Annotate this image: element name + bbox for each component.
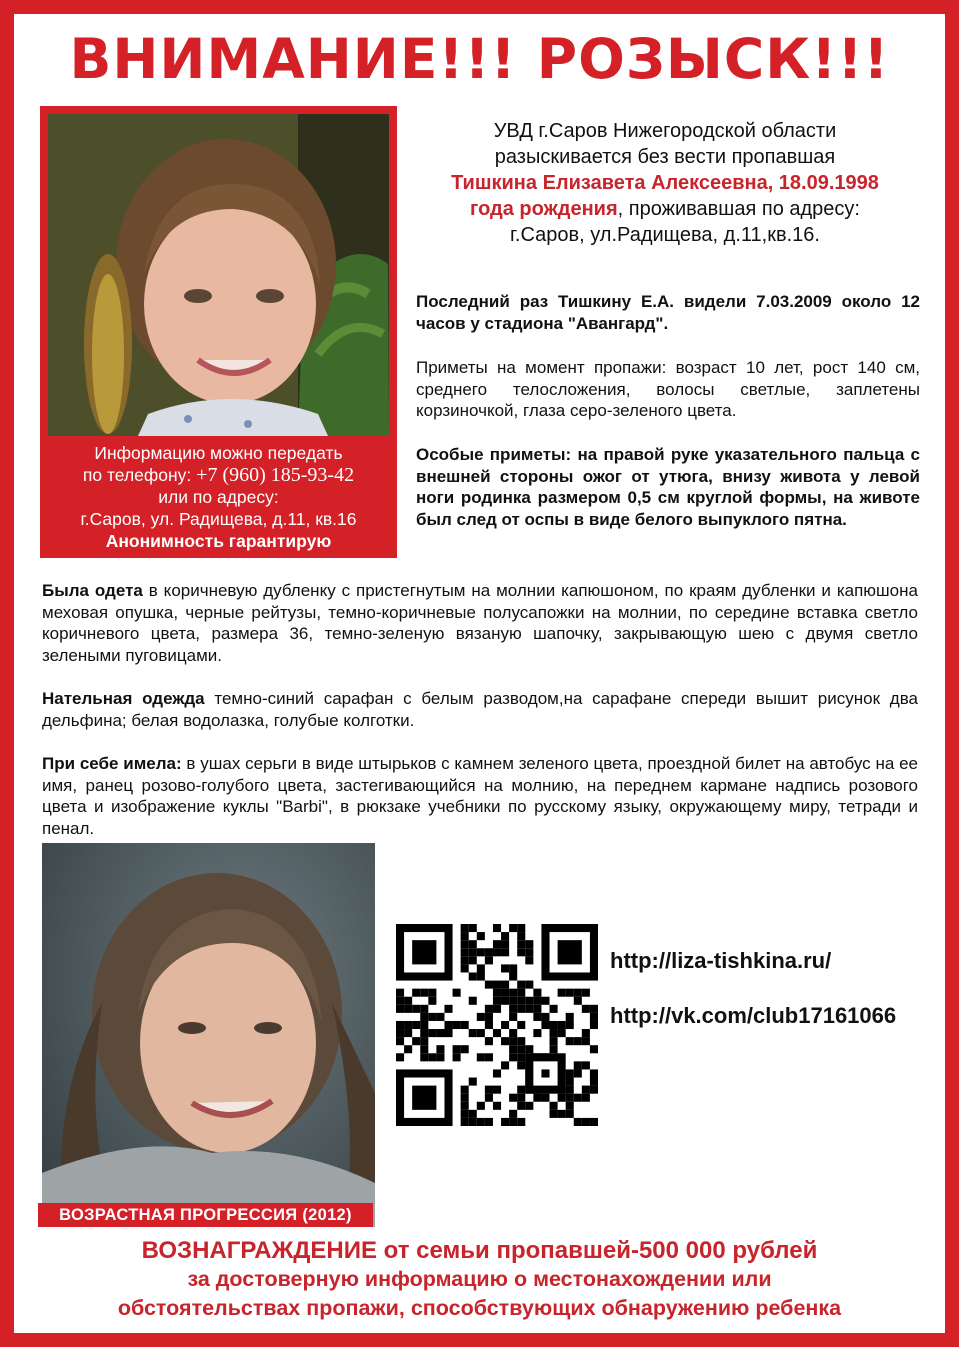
intro-agency: УВД г.Саров Нижегородской области — [493, 120, 837, 142]
belongings-label: При себе имела: — [42, 754, 182, 773]
reward-block — [22, 1236, 937, 1323]
anonymity-note: Анонимность гарантирую — [105, 531, 332, 551]
phone-number: +7 (960) 185-93-42 — [196, 464, 355, 486]
intro-block — [410, 118, 920, 248]
belongings-description: в ушах серьги в виде штырьков с камнем зеленого цвета, проездной билет на автобус на ее имя, ранец розово-голубого цвета, застегивающийся на молнию, на переднем кармане надпись розового цвета и изображение куклы "Barbi", в рюкзаке учебники по русскому языку, окружающему миру, тетради и пенал. — [42, 754, 918, 838]
contact-line-3: или по адресу: — [158, 487, 279, 507]
phone-prefix: по телефону: — [82, 465, 197, 485]
contact-info-box — [40, 436, 397, 558]
intro-address: г.Саров, ул.Радищева, д.11,кв.16. — [510, 224, 820, 246]
missing-person-name: Тишкина Елизавета Алексеевна, 18.09.1998 — [451, 172, 879, 194]
underwear-label: Нательная одежда — [42, 689, 205, 708]
age-progression-photo — [42, 843, 375, 1227]
last-seen-text: Последний раз Тишкину Е.А. видели 7.03.2009 около 12 часов у стадиона "Авангард". — [416, 292, 920, 333]
clothing-description: в коричневую дубленку с пристегнутым на молнии капюшоном, по краям дубленки и капюшона меховая опушка, черные рейтузы, темно-коричневые полусапожки на молнии, по середине вставка светло коричневого цвета, размера 36, темно-зеленую вязаную шапочку, закрывающую шею с двумя светло зелеными пуговицами. — [42, 581, 918, 665]
missing-girl-photo — [40, 106, 397, 436]
signs-text: Приметы на момент пропажи: возраст 10 лет, рост 140 см, среднего телосложения, волосы светлые, заплетены корзиночкой, глаза серо-зеленого цвета. — [416, 358, 920, 420]
intro-searching: разыскивается без вести пропавшая — [494, 146, 836, 168]
clothing-label: Была одета — [42, 581, 143, 600]
underwear-text — [42, 688, 918, 731]
underwear-description: темно-синий сарафан с белым разводом,на сарафане спереди вышит рисунок два дельфина; белая водолазка, голубые колготки. — [42, 689, 918, 730]
contact-line-1: Информацию можно передать — [94, 443, 343, 463]
page-title: ВНИМАНИЕ!!! РОЗЫСК!!! — [69, 27, 890, 91]
clothing-text — [42, 580, 918, 666]
birth-label: года рождения — [470, 198, 618, 220]
girl-portrait-illustration — [48, 114, 389, 436]
reward-condition-1: за достоверную информацию о местонахождении или — [187, 1267, 772, 1291]
website-link[interactable]: http://liza-tishkina.ru/ — [610, 948, 832, 973]
age-progression-label: ВОЗРАСТНАЯ ПРОГРЕССИЯ (2012) — [38, 1203, 373, 1227]
age-progression-portrait-illustration — [42, 843, 375, 1227]
intro-birth-line — [410, 196, 920, 222]
contact-phone-line — [40, 464, 397, 486]
reward-amount: ВОЗНАГРАЖДЕНИЕ от семьи пропавшей-500 000 рублей — [141, 1237, 818, 1264]
contact-address: г.Саров, ул. Радищева, д.11, кв.16 — [80, 509, 357, 529]
belongings-text — [42, 753, 918, 839]
reward-condition-2: обстоятельствах пропажи, способствующих обнаружению ребенка — [117, 1296, 842, 1320]
address-prefix: , проживавшая по адресу: — [617, 198, 860, 220]
vk-group-link[interactable]: http://vk.com/club17161066 — [610, 1003, 897, 1028]
qr-code[interactable] — [396, 924, 598, 1126]
special-signs-text: Особые приметы: на правой руке указательного пальца с внешней стороны ожог от утюга, внизу живота у левой ноги родинка размером 0,5 см круглой формы, на животе был след от оспы в виде белого выпуклого пятна. — [416, 445, 920, 529]
